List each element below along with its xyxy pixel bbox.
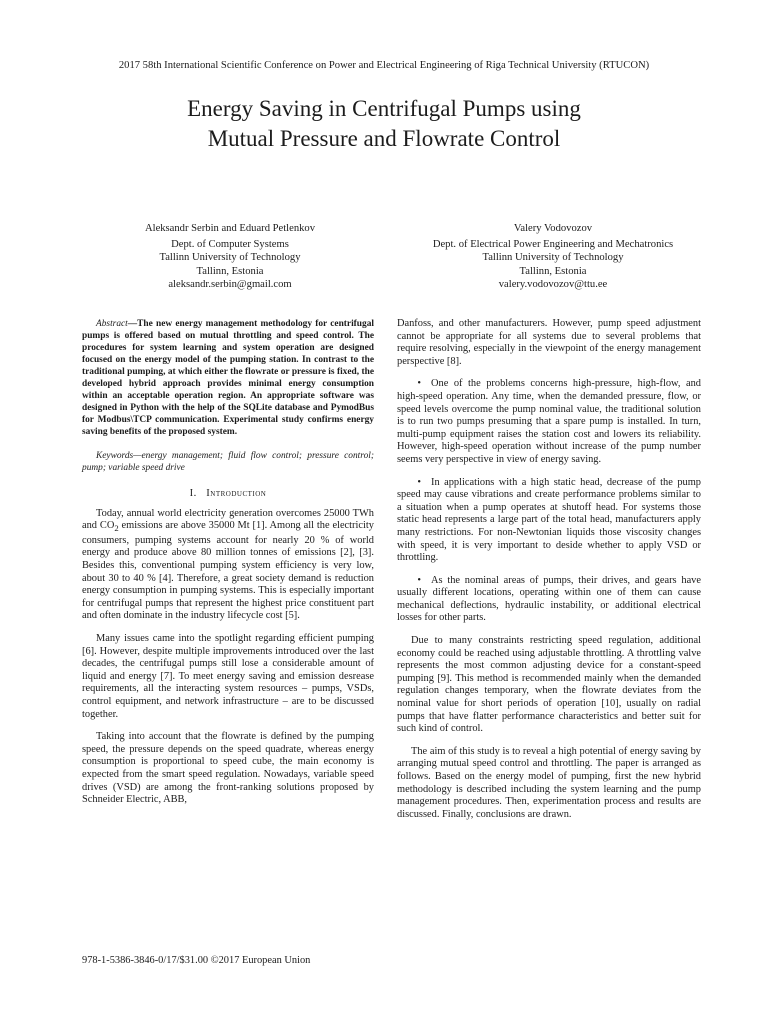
co2-subscript: 2 <box>114 523 119 534</box>
author-email: valery.vodovozov@ttu.ee <box>498 279 608 291</box>
abstract <box>82 318 374 438</box>
bullet-item-3 <box>397 575 701 625</box>
paragraph-1-part-b: emissions are above 35000 Mt [1]. Among all the electricity consumers, pumping systems account for nearly 20 % of world energy and produce above 80 million tonnes of emissions [2], [3]. Besides this, conventional pumping system efficiency is very low, about 30 to 40 % [4]. Therefore, a great society demand is reduction energy consumption in pumping systems. This is especially important for centrifugal pumps that represent the highest price constituent part and often dominate in the industry lifecycle cost [5]. <box>82 520 374 622</box>
author-university: Tallinn University of Technology <box>159 252 301 264</box>
bullet-item-1 <box>397 378 701 466</box>
author-name: Aleksandr Serbin and Eduard Petlenkov <box>144 223 316 234</box>
paragraph-1-part-a: Today, annual world electricity generation overcomes 25000 TWh and CO <box>82 507 374 532</box>
keywords: Keywords—energy management; fluid flow control; pressure control; pump; variable speed drive <box>82 451 374 473</box>
paragraph-2: Many issues came into the spotlight regarding efficient pumping [6]. However, despite multiple improvements introduced over the last decades, the centrifugal pumps still lose a considerable amount of liquid and energy [7]. To meet energy saving and emission desrease requirements, all the interacting system resources – pumps, VSDs, control equipment, and network infrastructure – are to be discussed together. <box>82 633 374 720</box>
bullet-text: In applications with a high static head, decrease of the pump speed may cause vibrations and create performance problems similar to a situation when a pump operates at shutoff head. For systems those static head represents a large part of the total head, manufacturers apply many restrictions. For non-Newtonian liquids those viscosity changes with speed, it is very important to deside whether to apply VSD or throttling. <box>397 476 701 564</box>
conference-header: 2017 58th International Scientific Conference on Power and Electrical Engineering of Riga Technical University (RTUCON) <box>118 60 650 71</box>
author-email: aleksandr.serbin@gmail.com <box>168 279 292 291</box>
section-heading-introduction <box>82 488 374 501</box>
author-dept: Dept. of Computer Systems <box>171 238 289 250</box>
author-location: Tallinn, Estonia <box>519 265 587 277</box>
paragraph-3: Taking into account that the flowrate is defined by the pumping speed, the pressure depends on the speed quadrate, whereas energy consumption is proportional to speed cube, the main economy is expected from the smart speed regulation. Nowadays, variable speed drives (VSD) are among the front-ranking solutions proposed by Schneider Electric, ABB, <box>82 731 374 806</box>
bullet-icon: • <box>417 574 421 586</box>
bullet-item-2 <box>397 477 701 565</box>
author-block-2 <box>398 222 708 292</box>
paragraph-4: Danfoss, and other manufacturers. However, pump speed adjustment cannot be appropriate for all systems due to several problems that require resolving, especially in the viewpoint of the energy management perspective [8]. <box>397 318 701 367</box>
left-column <box>82 318 374 807</box>
abstract-text: The new energy management methodology for centrifugal pumps is offered based on mutual throttling and speed control. The procedures for system learning and system operation are designed focused on the energy model of the pumping station. In contrast to the traditional pumping, at which either the flowrate or pressure is fixed, the developed hybrid approach provides minimal energy consumption within an acceptable operation region. An appropriate software was designed in Python with the help of the SQLite database and PymodBus for Modbus\TCP communication. Experimental study confirms energy saving benefits of the proposed system. <box>82 319 374 437</box>
paper-title <box>0 94 768 154</box>
abstract-dash: — <box>127 319 138 329</box>
paragraph-6: The aim of this study is to reveal a high potential of energy saving by arranging mutual speed control and throttling. The paper is arranged as follows. Based on the energy model of pumping, first the new hybrid methodology is described including the system learning and the pump management procedures. Then, experimentation process and results are discussed. Finally, conclusions are drawn. <box>397 745 701 820</box>
paragraph-5: Due to many constraints restricting speed regulation, additional economy could be reached using adjustable throttling. A throttling valve represents the most common adjusting device for a constant-speed pumping [9]. This method is recommended mainly when the demanded regulation changes temporary, when the flowrate deviates from the nominal value for short periods of operation [10], usually on radial pumps that have flatter performance characteristics and better suit for such kind of control. <box>397 635 701 735</box>
section-title: Introduction <box>206 488 267 499</box>
bullet-icon: • <box>417 378 421 390</box>
section-number: I. <box>189 488 197 499</box>
bullet-icon: • <box>417 476 421 488</box>
right-column <box>397 318 701 821</box>
bullet-text: One of the problems concerns high-pressure, high-flow, and high-speed operation. Any time, when the demanded pressure, flow, or speed levels overcome the pump nominal value, the traditional solution is to run two pumps presuming that a spare pump is installed. In turn, multi-pump equipment raises the station cost and lowers its reliability. However, high-speed operation without increase of the pump number seems very perspective in view of energy saving. <box>397 378 701 465</box>
title-line-1: Energy Saving in Centrifugal Pumps using <box>187 96 581 121</box>
author-dept: Dept. of Electrical Power Engineering and Mechatronics <box>432 238 674 250</box>
paragraph-1 <box>82 508 374 623</box>
copyright-footer: 978-1-5386-3846-0/17/$31.00 ©2017 European Union <box>82 955 311 966</box>
author-location: Tallinn, Estonia <box>196 265 264 277</box>
author-university: Tallinn University of Technology <box>482 252 624 264</box>
author-name: Valery Vodovozov <box>513 223 593 234</box>
title-line-2: Mutual Pressure and Flowrate Control <box>207 126 561 151</box>
abstract-lead: Abstract <box>96 319 128 329</box>
author-block-1 <box>80 222 380 292</box>
bullet-text: As the nominal areas of pumps, their drives, and gears have usually different locations, operating within one of them can cause mechanical deflections, hydraulic instability, or additional electrical losses for other parts. <box>397 574 701 624</box>
